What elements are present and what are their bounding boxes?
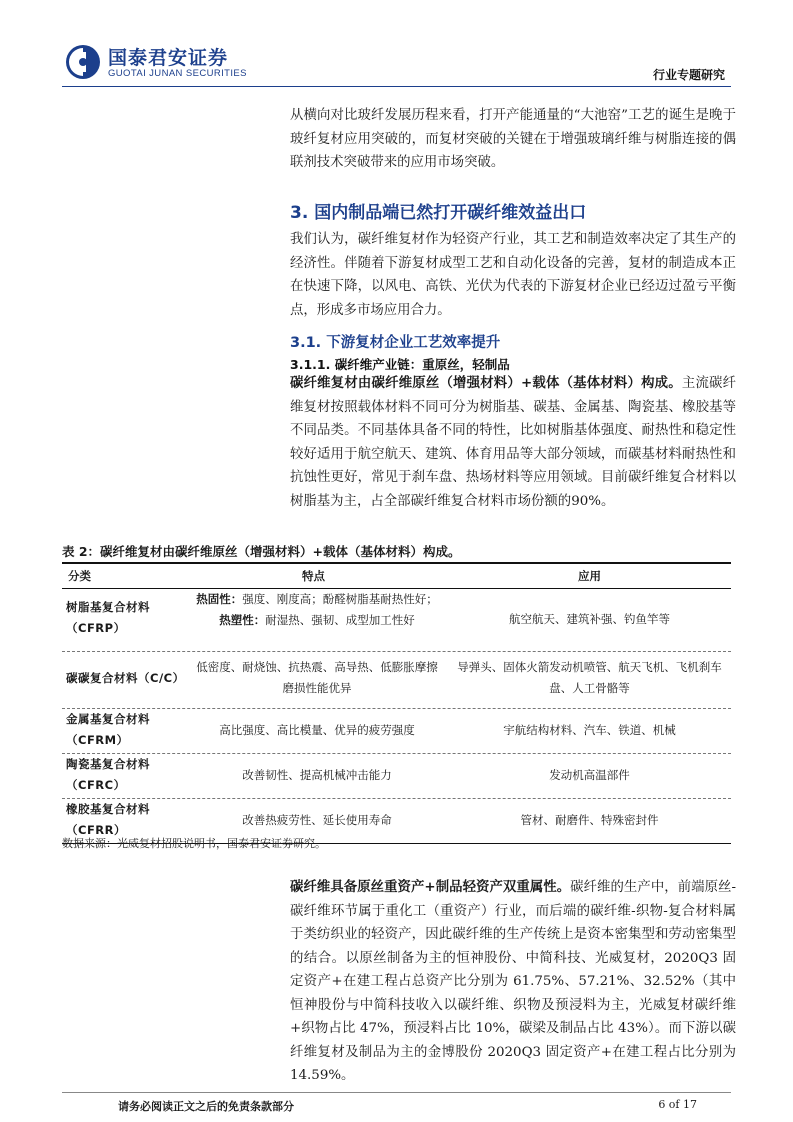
- table-row: [62, 652, 731, 709]
- header-applications: 应用: [578, 569, 601, 583]
- row-features: 低密度、耐烧蚀、抗热震、高导热、低膨胀摩擦磨损性能优异: [196, 660, 438, 695]
- row-code: （CFRR）: [66, 823, 127, 837]
- section-3-1-heading: 3.1. 下游复材企业工艺效率提升: [290, 335, 501, 351]
- guotai-junan-logo-icon: [65, 44, 101, 80]
- thermoset-text: 强度、刚度高；酚醛树脂基耐热性好；: [242, 592, 438, 606]
- report-type-label: 行业专题研究: [652, 68, 725, 82]
- header-features: 特点: [302, 569, 325, 583]
- row-category: 金属基复合材料: [66, 712, 150, 726]
- intro-paragraph: 从横向对比玻纤发展历程来看，打开产能通量的“大池窑”工艺的诞生是晚于玻纤复材应用突破的，而复材突破的关键在于增强玻璃纤维与树脂连接的偶联剂技术突破带来的应用市场突破。: [290, 108, 736, 170]
- row-features: 改善韧性、提高机械冲击能力: [242, 768, 392, 782]
- row-applications: 导弹头、固体火箭发动机喷管、航天飞机、飞机刹车盘、人工骨骼等: [457, 660, 722, 695]
- closing-paragraph: [290, 876, 736, 1088]
- section-3-1-1-heading: 3.1.1. 碳纤维产业链：重原丝，轻制品: [290, 357, 510, 372]
- table-header-row: [62, 562, 731, 589]
- row-code: （CFRM）: [66, 733, 129, 747]
- table-row: [62, 709, 731, 754]
- row-category: 树脂基复合材料: [66, 600, 150, 614]
- brand-name-en: GUOTAI JUNAN SECURITIES: [108, 68, 247, 79]
- row-applications: 发动机高温部件: [549, 768, 630, 782]
- table-row: [62, 589, 731, 652]
- brand-name-cn: 国泰君安证券: [108, 47, 229, 69]
- section-3-1-1-paragraph: [290, 372, 736, 513]
- section-3-paragraph: 我们认为，碳纤维复材作为轻资产行业，其工艺和制造效率决定了其生产的经济性。伴随着下游复材成型工艺和自动化设备的完善，复材的制造成本正在快速下降，以风电、高铁、光伏为代表的下游复材企业已经迈过盈亏平衡点，形成多市场应用合力。: [290, 232, 736, 318]
- row-applications: 管材、耐磨件、特殊密封件: [520, 813, 659, 827]
- section-3-heading: 3. 国内制品端已然打开碳纤维效益出口: [290, 203, 587, 223]
- body-text: 碳纤维的生产中，前端原丝-碳纤维环节属于重化工（重资产）行业，而后端的碳纤维-织物-复合材料属于类纺织业的轻资产，因此碳纤维的生产传统上是资本密集型和劳动密集型的结合。以原丝制备为主的恒神股份、中简科技、光威复材，2020Q3 固定资产+在建工程占总资产比分别为 61.75%、57.21%、32.52%（其中恒神股份与中简科技收入以碳纤维、织物及预浸料为主，光威复材碳纤维+织物占比 47%，预浸料占比 10%，碳梁及制品占比 43%）。而下游以碳纤维复材及制品为主的金博股份 2020Q3 固定资产+在建工程占比分别为 14.59%。: [290, 880, 737, 1083]
- row-category: 陶瓷基复合材料: [66, 757, 150, 771]
- row-applications: 宇航结构材料、汽车、铁道、机械: [503, 723, 676, 737]
- row-code: （CFRP）: [66, 621, 126, 635]
- table-row: [62, 754, 731, 799]
- disclaimer-link: 请务必阅读正文之后的免责条款部分: [118, 1100, 294, 1113]
- body-text: 主流碳纤维复材按照载体材料不同可分为树脂基、碳基、金属基、陶瓷基、橡胶基等不同品类。不同基体具备不同的特性，比如树脂基体强度、耐热性和稳定性较好适用于航空航天、建筑、体育用品等大部分领域，而碳基材料耐热性和抗蚀性更好，常见于刹车盘、热场材料等应用领域。目前碳纤维复合材料以树脂基为主，占全部碳纤维复合材料市场份额的90%。: [290, 376, 737, 509]
- table-title: 表 2：碳纤维复材由碳纤维原丝（增强材料）+载体（基体材料）构成。: [62, 544, 461, 559]
- row-category: 碳碳复合材料（C/C）: [66, 671, 185, 685]
- composite-table: [62, 562, 731, 844]
- lead-sentence: 碳纤维具备原丝重资产+制品轻资产双重属性。: [290, 880, 571, 895]
- header-divider: [62, 86, 731, 87]
- thermoplastic-text: 耐湿热、强韧、成型加工性好: [265, 613, 415, 627]
- page-number: 6 of 17: [658, 1098, 697, 1111]
- header-category: 分类: [68, 569, 91, 583]
- table-source: 数据来源：光威复材招股说明书，国泰君安证券研究。: [62, 837, 326, 850]
- lead-sentence: 碳纤维复材由碳纤维原丝（增强材料）+载体（基体材料）构成。: [290, 376, 682, 391]
- row-category: 橡胶基复合材料: [66, 802, 150, 816]
- row-features: 高比强度、高比模量、优异的疲劳强度: [219, 723, 415, 737]
- row-code: （CFRC）: [66, 778, 126, 792]
- footer-divider: [62, 1092, 731, 1093]
- thermoplastic-label: 热塑性：: [219, 613, 266, 627]
- row-applications: 航空航天、建筑补强、钓鱼竿等: [509, 612, 670, 626]
- row-features: 改善热疲劳性、延长使用寿命: [242, 813, 392, 827]
- thermoset-label: 热固性：: [196, 592, 243, 606]
